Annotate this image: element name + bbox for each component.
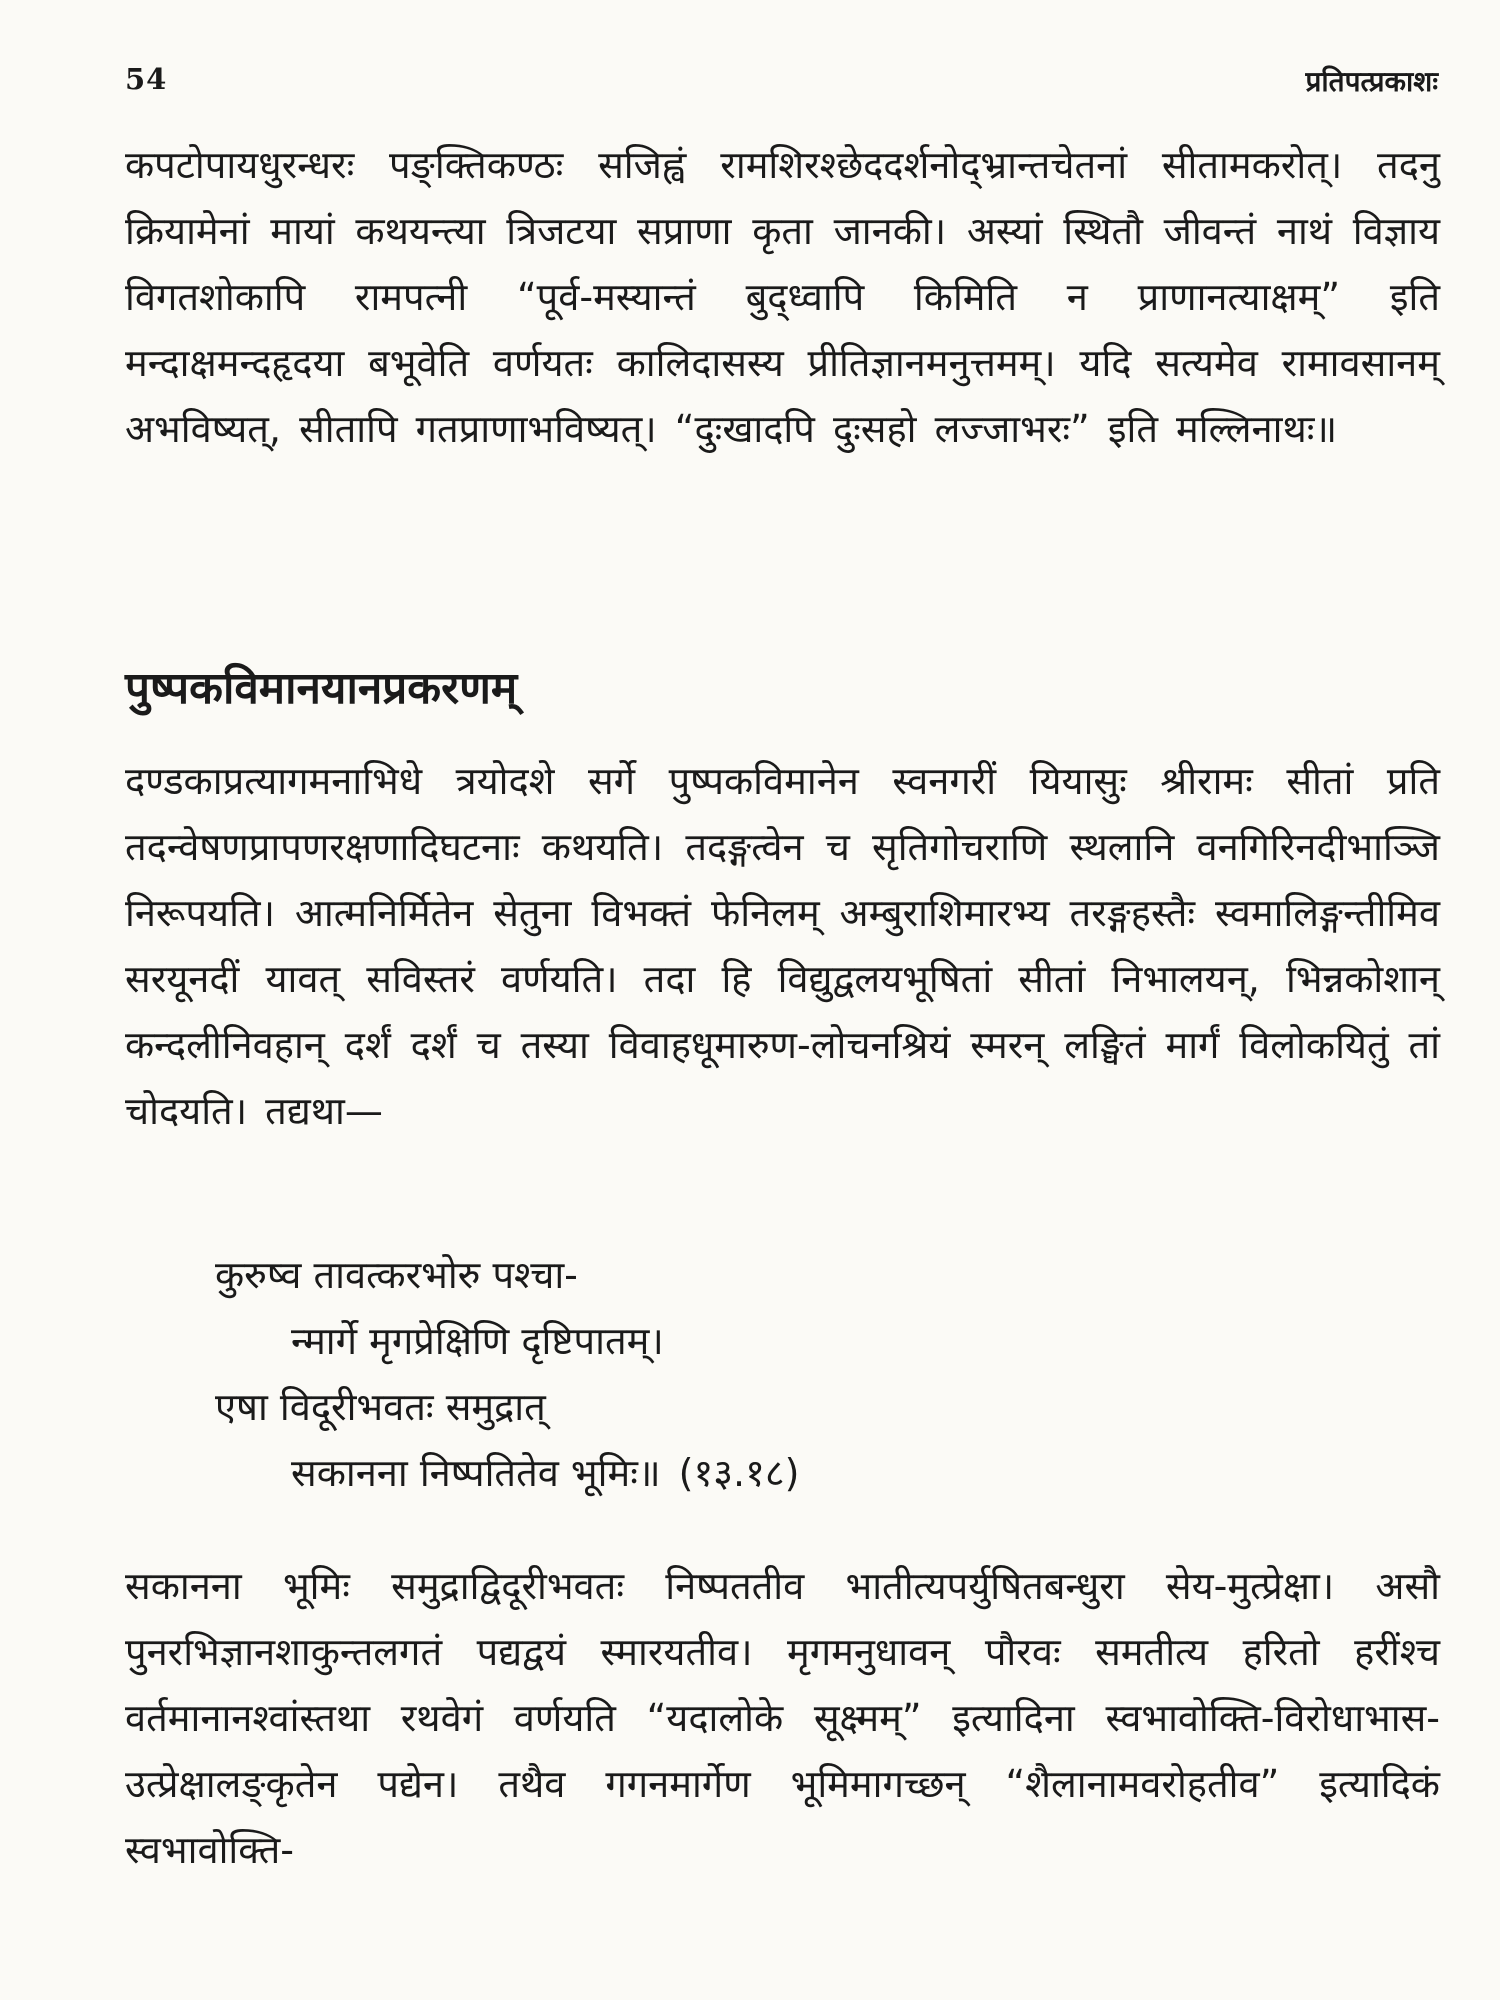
paragraph-3: सकानना भूमिः समुद्राद्विदूरीभवतः निष्पततीव भातीत्यपर्युषितबन्धुरा सेय-मुत्प्रेक्षा। असौ पुनरभिज्ञानशाकुन्तलगतं पद्यद्वयं स्मारयतीव। मृगमनुधावन् पौरवः समतीत्य हरितो हरींश्च वर्तमानानश्वांस्तथा रथवेगं वर्णयति “यदालोके सूक्ष्मम्” इत्यादिना स्वभावोक्ति-विरोधाभास-उत्प्रेक्षालङ्कृतेन पद्येन। तथैव गगनमार्गेण भूमिमागच्छन् “शैलानामवरोहतीव” इत्यादिकं स्वभावोक्ति- xyxy=(125,1564,1440,1872)
section-heading: पुष्पकविमानयानप्रकरणम् xyxy=(125,663,518,714)
verse-reference: (१३.१८) xyxy=(678,1451,800,1495)
verse-line-1: कुरुष्व तावत्करभोरु पश्चा- xyxy=(215,1253,578,1297)
paragraph-1: कपटोपायधुरन्धरः पङ्क्तिकण्ठः सजिह्वं रामशिरश्छेददर्शनोद्भ्रान्तचेतनां सीतामकरोत्। तदनु क्रियामेनां मायां कथयन्त्या त्रिजटया सप्राणा कृता जानकी। अस्यां स्थितौ जीवन्तं नाथं विज्ञाय विगतशोकापि रामपत्नी “पूर्व-मस्यान्तं बुद्ध्वापि किमिति न प्राणानत्याक्षम्” इति मन्दाक्षमन्दहृदया बभूवेति वर्णयतः कालिदासस्य प्रीतिज्ञानमनुत्तमम्। यदि सत्यमेव रामावसानम् अभविष्यत्, सीतापि गतप्राणाभविष्यत्। “दुःखादपि दुःसहो लज्जाभरः” इति मल्लिनाथः॥ xyxy=(125,143,1440,451)
verse-line-2: न्मार्गे मृगप्रेक्षिणि दृष्टिपातम्। xyxy=(291,1319,664,1363)
page-number: 54 xyxy=(125,62,168,96)
verse-line-4 xyxy=(215,1440,799,1506)
verse-line-4-text: सकानना निष्पतितेव भूमिः॥ xyxy=(291,1451,661,1495)
paragraph-2: दण्डकाप्रत्यागमनाभिधे त्रयोदशे सर्गे पुष्पकविमानेन स्वनगरीं यियासुः श्रीरामः सीतां प्रति तदन्वेषणप्रापणरक्षणादिघटनाः कथयति। तदङ्गत्वेन च सृतिगोचराणि स्थलानि वनगिरिनदीभाञ्जि निरूपयति। आत्मनिर्मितेन सेतुना विभक्तं फेनिलम् अम्बुराशिमारभ्य तरङ्गहस्तैः स्वमालिङ्गन्तीमिव सरयूनदीं यावत् सविस्तरं वर्णयति। तदा हि विद्युद्वलयभूषितां सीतां निभालयन्, भिन्नकोशान् कन्दलीनिवहान् दर्शं दर्शं च तस्या विवाहधूमारुण-लोचनश्रियं स्मरन् लङ्घितं मार्गं विलोकयितुं तां चोदयति। तद्यथा— xyxy=(125,759,1440,1133)
verse-block xyxy=(215,1242,799,1506)
running-title: प्रतिपत्प्रकाशः xyxy=(1305,65,1438,98)
verse-line-3: एषा विदूरीभवतः समुद्रात् xyxy=(215,1385,546,1429)
page-header xyxy=(125,62,1438,110)
